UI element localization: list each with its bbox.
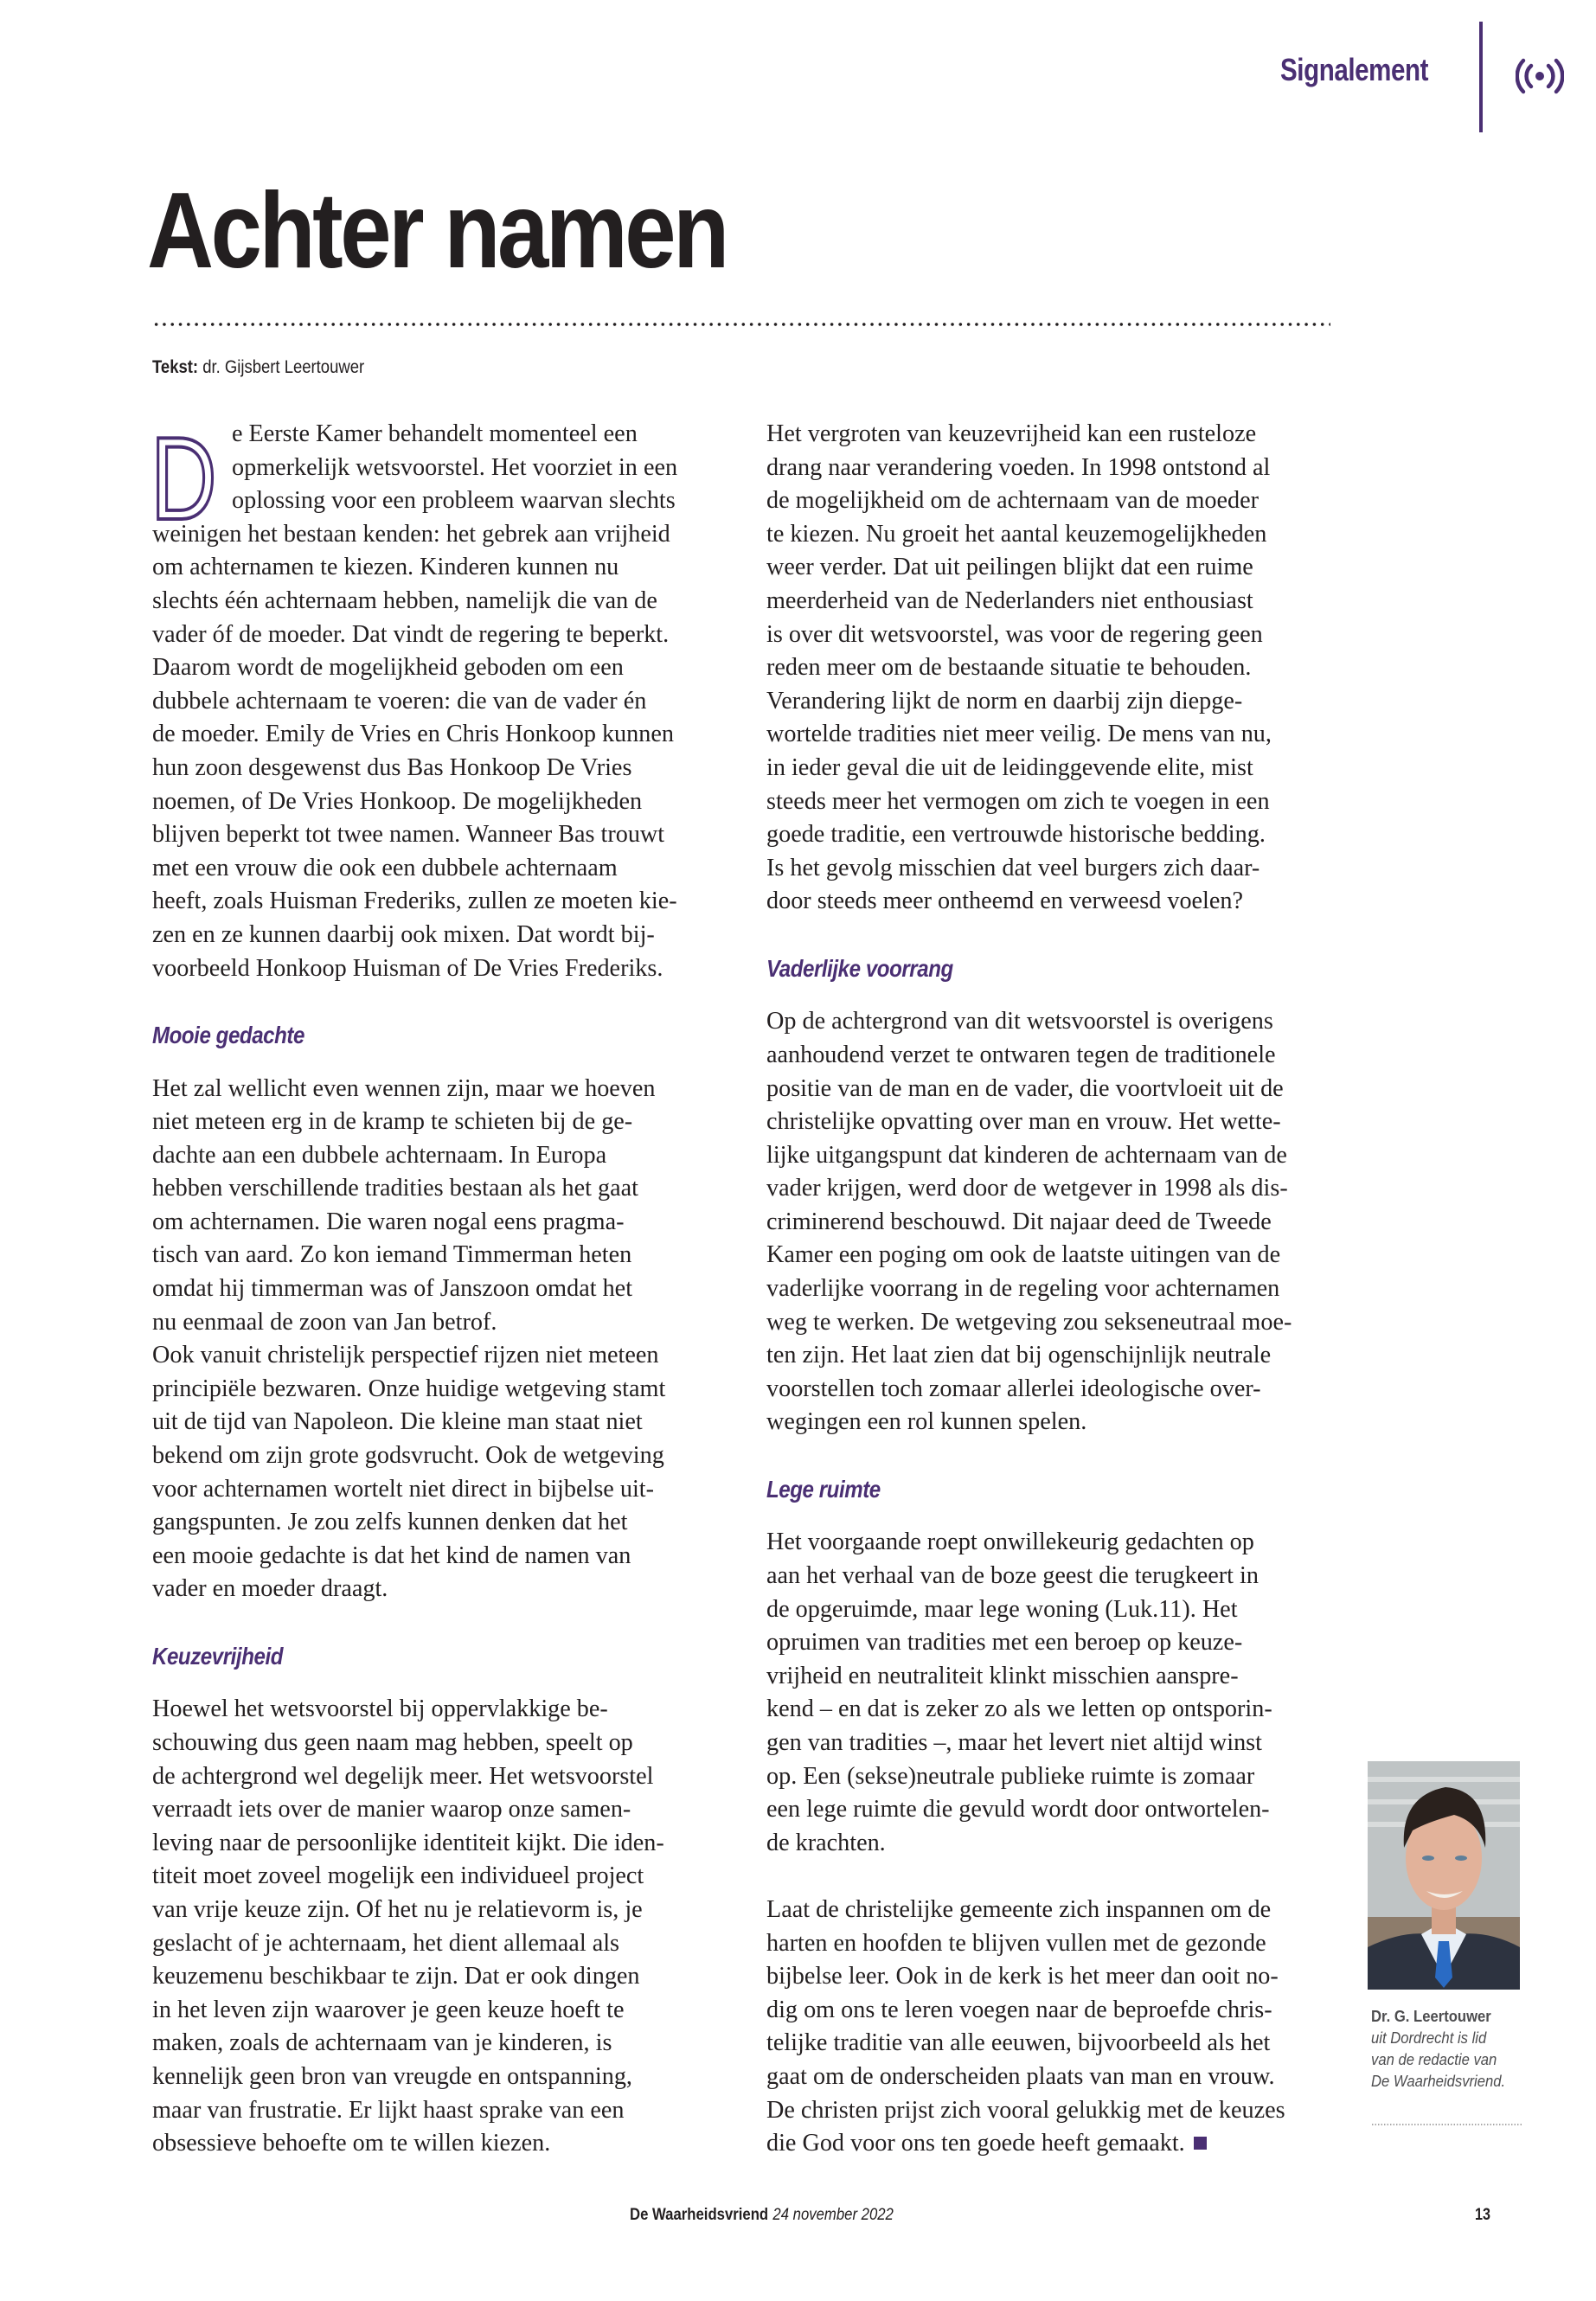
- text-line: harten en hoofden te blijven vullen met de gezonde: [766, 1929, 1266, 1957]
- caption-dotted-divider: [1371, 2124, 1523, 2125]
- text-line: Het zal wellicht even wennen zijn, maar we hoeven: [152, 1074, 656, 1102]
- intro-paragraph: [151, 413, 749, 985]
- text-line: opmerkelijk wetsvoorstel. Het voorziet in een: [232, 453, 678, 481]
- text-line: Kamer een poging om ook de laatste uitingen van de: [766, 1241, 1281, 1269]
- text-line: wegingen een rol kunnen spelen.: [766, 1408, 1087, 1436]
- text-line: vaderlijke voorrang in de regeling voor achternamen: [766, 1275, 1280, 1303]
- text-line: maken, zoals de achternaam van je kinderen, is: [152, 2029, 612, 2057]
- text-line: goede traditie, een vertrouwde historische bedding.: [766, 821, 1266, 849]
- text-line: slechts één achternaam hebben, namelijk die van de: [152, 586, 657, 614]
- text-line: christelijke opvatting over man en vrouw. Het wette-: [766, 1108, 1281, 1136]
- text-line: hun zoon desgewenst dus Bas Honkoop De Vries: [152, 753, 632, 781]
- text-line: door steeds meer ontheemd en verweesd voelen?: [766, 888, 1244, 915]
- author-description-line: De Waarheidsvriend.: [1371, 2072, 1506, 2090]
- text-line: e Eerste Kamer behandelt momenteel een: [232, 420, 638, 447]
- author-caption: [1371, 2005, 1527, 2092]
- text-line: de mogelijkheid om de achternaam van de moeder: [766, 487, 1259, 515]
- text-line: maar van frustratie. Er lijkt haast sprake van een: [152, 2096, 625, 2124]
- text-line: schouwing dus geen naam mag hebben, speelt op: [152, 1729, 633, 1757]
- text-line: vrijheid en neutraliteit klinkt misschien aanspre-: [766, 1662, 1239, 1689]
- text-line: kend – en dat is zeker zo als we letten op ontsporin-: [766, 1695, 1272, 1723]
- text-line: van vrije keuze zijn. Of het nu je relatievorm is, je: [152, 1896, 643, 1923]
- text-line: te kiezen. Nu groeit het aantal keuzemogelijkheden: [766, 520, 1267, 548]
- drop-cap: D: [151, 413, 217, 544]
- text-line: in het leven zijn waarover je geen keuze hoeft te: [152, 1996, 625, 2023]
- page-number: 13: [1475, 2206, 1490, 2224]
- text-line: kennelijk geen bron van vreugde en ontspanning,: [152, 2062, 632, 2090]
- text-line: steeds meer het vermogen om zich te voegen in een: [766, 787, 1270, 815]
- text-line: titeit moet zoveel mogelijk een individueel project: [152, 1862, 644, 1890]
- section-divider: [1479, 22, 1483, 132]
- text-line: Daarom wordt de mogelijkheid geboden om een: [152, 654, 624, 682]
- text-line: om achternamen. Die waren nogal eens pragma-: [152, 1208, 625, 1235]
- text-line: Het vergroten van keuzevrijheid kan een rusteloze: [766, 420, 1257, 447]
- text-line: een lege ruimte die gevuld wordt door ontwortelen-: [766, 1796, 1270, 1823]
- text-line: hebben verschillende tradities bestaan als het gaat: [152, 1175, 638, 1202]
- byline-label: Tekst:: [152, 357, 199, 377]
- text-line: om achternamen te kiezen. Kinderen kunnen nu: [152, 554, 619, 581]
- text-line: De christen prijst zich vooral gelukkig met de keuzes: [766, 2096, 1285, 2124]
- author-name: Dr. G. Leertouwer: [1371, 2007, 1491, 2025]
- section-label: Signalement: [1280, 52, 1429, 87]
- portrait-illustration: [1368, 1761, 1520, 1990]
- text-line: voorbeeld Honkoop Huisman of De Vries Frederiks.: [152, 954, 663, 982]
- text-line: de moeder. Emily de Vries en Chris Honkoop kunnen: [152, 721, 674, 748]
- subheading-vaderlijke-voorrang: Vaderlijke voorrang: [766, 954, 953, 982]
- article-column-right: [766, 418, 1363, 2161]
- text-line: keuzemenu beschikbaar te zijn. Dat er ook dingen: [152, 1963, 640, 1990]
- text-line: vader óf de moeder. Dat vindt de regering te beperkt.: [152, 620, 670, 648]
- text-line: vader en moeder draagt.: [152, 1575, 388, 1603]
- text-line: in ieder geval die uit de leidinggevende elite, mist: [766, 753, 1253, 781]
- text-line: bekend om zijn grote godsvrucht. Ook de wetgeving: [152, 1442, 664, 1470]
- text-line: weinigen het bestaan kenden: het gebrek aan vrijheid: [152, 520, 670, 548]
- byline-author: dr. Gijsbert Leertouwer: [202, 357, 365, 377]
- publication-name: De Waarheidsvriend: [630, 2206, 769, 2224]
- subheading-keuzevrijheid: Keuzevrijheid: [152, 1642, 283, 1670]
- text-line: zen en ze kunnen daarbij ook mixen. Dat wordt bij-: [152, 920, 655, 948]
- text-line: dachte aan een dubbele achternaam. In Europa: [152, 1141, 607, 1169]
- text-line: aanhoudend verzet te ontwaren tegen de traditionele: [766, 1041, 1276, 1068]
- text-line: obsessieve behoefte om te willen kiezen.: [152, 2130, 551, 2157]
- text-line: op. Een (sekse)neutrale publieke ruimte is zomaar: [766, 1762, 1255, 1790]
- text-line: Het voorgaande roept onwillekeurig gedachten op: [766, 1529, 1254, 1556]
- text-line: opruimen van tradities met een beroep op keuze-: [766, 1629, 1243, 1657]
- article-column-left: [151, 413, 749, 2161]
- text-line: de achtergrond wel degelijk meer. Het wetsvoorstel: [152, 1762, 654, 1790]
- article-title: Achter namen: [147, 171, 727, 291]
- text-line: omdat hij timmerman was of Janszoon omdat het: [152, 1275, 633, 1303]
- paragraph-gap: [766, 1860, 1363, 1894]
- text-line: wortelde tradities niet meer veilig. De mens van nu,: [766, 721, 1272, 748]
- text-line: aan het verhaal van de boze geest die terugkeert in: [766, 1562, 1259, 1590]
- text-line: oplossing voor een probleem waarvan slechts: [232, 487, 676, 515]
- text-line: uit de tijd van Napoleon. Die kleine man staat niet: [152, 1408, 643, 1436]
- text-line: de opgeruimde, maar lege woning (Luk.11). Het: [766, 1595, 1238, 1623]
- author-description-line: van de redactie van: [1371, 2050, 1497, 2068]
- text-line: Laat de christelijke gemeente zich inspannen om de: [766, 1896, 1272, 1923]
- text-line: niet meteen erg in de kramp te schieten bij de ge-: [152, 1108, 633, 1136]
- text-line: ten zijn. Het laat zien dat bij ogenschijnlijk neutrale: [766, 1342, 1272, 1369]
- text-line: leving naar de persoonlijke identiteit kijkt. Die iden-: [152, 1829, 664, 1856]
- text-line: Op de achtergrond van dit wetsvoorstel is overigens: [766, 1008, 1273, 1035]
- text-line: meerderheid van de Nederlanders niet enthousiast: [766, 586, 1253, 614]
- broadcast-signal-icon: [1516, 57, 1564, 95]
- text-line: nu eenmaal de zoon van Jan betrof.: [152, 1308, 497, 1336]
- text-line: geslacht of je achternaam, het dient allemaal als: [152, 1929, 620, 1957]
- dotted-divider: [152, 323, 1330, 326]
- text-line: Ook vanuit christelijk perspectief rijzen niet meteen: [152, 1342, 659, 1369]
- text-line: vader krijgen, werd door de wetgever in 1998 als dis-: [766, 1175, 1288, 1202]
- text-line: een mooie gedachte is dat het kind de namen van: [152, 1541, 631, 1569]
- text-line: met een vrouw die ook een dubbele achternaam: [152, 854, 618, 881]
- author-description-line: uit Dordrecht is lid: [1371, 2029, 1487, 2047]
- text-line: gangspunten. Je zou zelfs kunnen denken dat het: [152, 1509, 628, 1536]
- issue-date: 24 november 2022: [772, 2206, 894, 2224]
- text-line: weg te werken. De wetgeving zou sekseneutraal moe-: [766, 1308, 1292, 1336]
- subheading-mooie-gedachte: Mooie gedachte: [152, 1021, 304, 1048]
- text-line: positie van de man en de vader, die voortvloeit uit de: [766, 1074, 1284, 1102]
- text-line: gaat om de onderscheiden plaats van man en vrouw.: [766, 2062, 1275, 2090]
- text-line: telijke traditie van alle eeuwen, bijvoorbeeld als het: [766, 2029, 1271, 2057]
- text-line: voor achternamen wortelt niet direct in bijbelse uit-: [152, 1475, 654, 1503]
- byline: [152, 357, 364, 378]
- text-line: lijke uitgangspunt dat kinderen de achternaam van de: [766, 1141, 1287, 1169]
- text-line: Verandering lijkt de norm en daarbij zijn diepge-: [766, 687, 1243, 715]
- text-line: de krachten.: [766, 1829, 886, 1856]
- text-line: noemen, of De Vries Honkoop. De mogelijkheden: [152, 787, 643, 815]
- text-line: reden meer om de bestaande situatie te behouden.: [766, 654, 1252, 682]
- page-footer: [630, 2206, 894, 2225]
- text-line: voorstellen toch zomaar allerlei ideologische over-: [766, 1375, 1261, 1402]
- text-line: drang naar verandering voeden. In 1998 ontstond al: [766, 453, 1271, 481]
- text-line: is over dit wetsvoorstel, was voor de regering geen: [766, 620, 1263, 648]
- text-line: heeft, zoals Huisman Frederiks, zullen ze moeten kie-: [152, 888, 677, 915]
- text-line: Hoewel het wetsvoorstel bij oppervlakkige be-: [152, 1695, 608, 1723]
- end-of-article-square-icon: [1194, 2137, 1207, 2150]
- subheading-lege-ruimte: Lege ruimte: [766, 1475, 881, 1503]
- last-line: die God voor ons ten goede heeft gemaakt.: [766, 2127, 1363, 2161]
- text-line: verraadt iets over de manier waarop onze samen-: [152, 1796, 631, 1823]
- text-line: weer verder. Dat uit peilingen blijkt dat een ruime: [766, 554, 1253, 581]
- text-line: blijven beperkt tot twee namen. Wanneer Bas trouwt: [152, 821, 665, 849]
- text-line: bijbelse leer. Ook in de kerk is het meer dan ooit no-: [766, 1963, 1279, 1990]
- text-line: gen van tradities –, maar het levert niet altijd winst: [766, 1729, 1262, 1757]
- text-line: criminerend beschouwd. Dit najaar deed de Tweede: [766, 1208, 1272, 1235]
- text-line: Is het gevolg misschien dat veel burgers zich daar-: [766, 854, 1260, 881]
- text-line: dubbele achternaam te voeren: die van de vader én: [152, 687, 647, 715]
- author-portrait-photo: [1368, 1761, 1520, 1990]
- text-line: dig om ons te leren voegen naar de beproefde chris-: [766, 1996, 1272, 2023]
- text-line: principiële bezwaren. Onze huidige wetgeving stamt: [152, 1375, 666, 1402]
- text-line: tisch van aard. Zo kon iemand Timmerman heten: [152, 1241, 632, 1269]
